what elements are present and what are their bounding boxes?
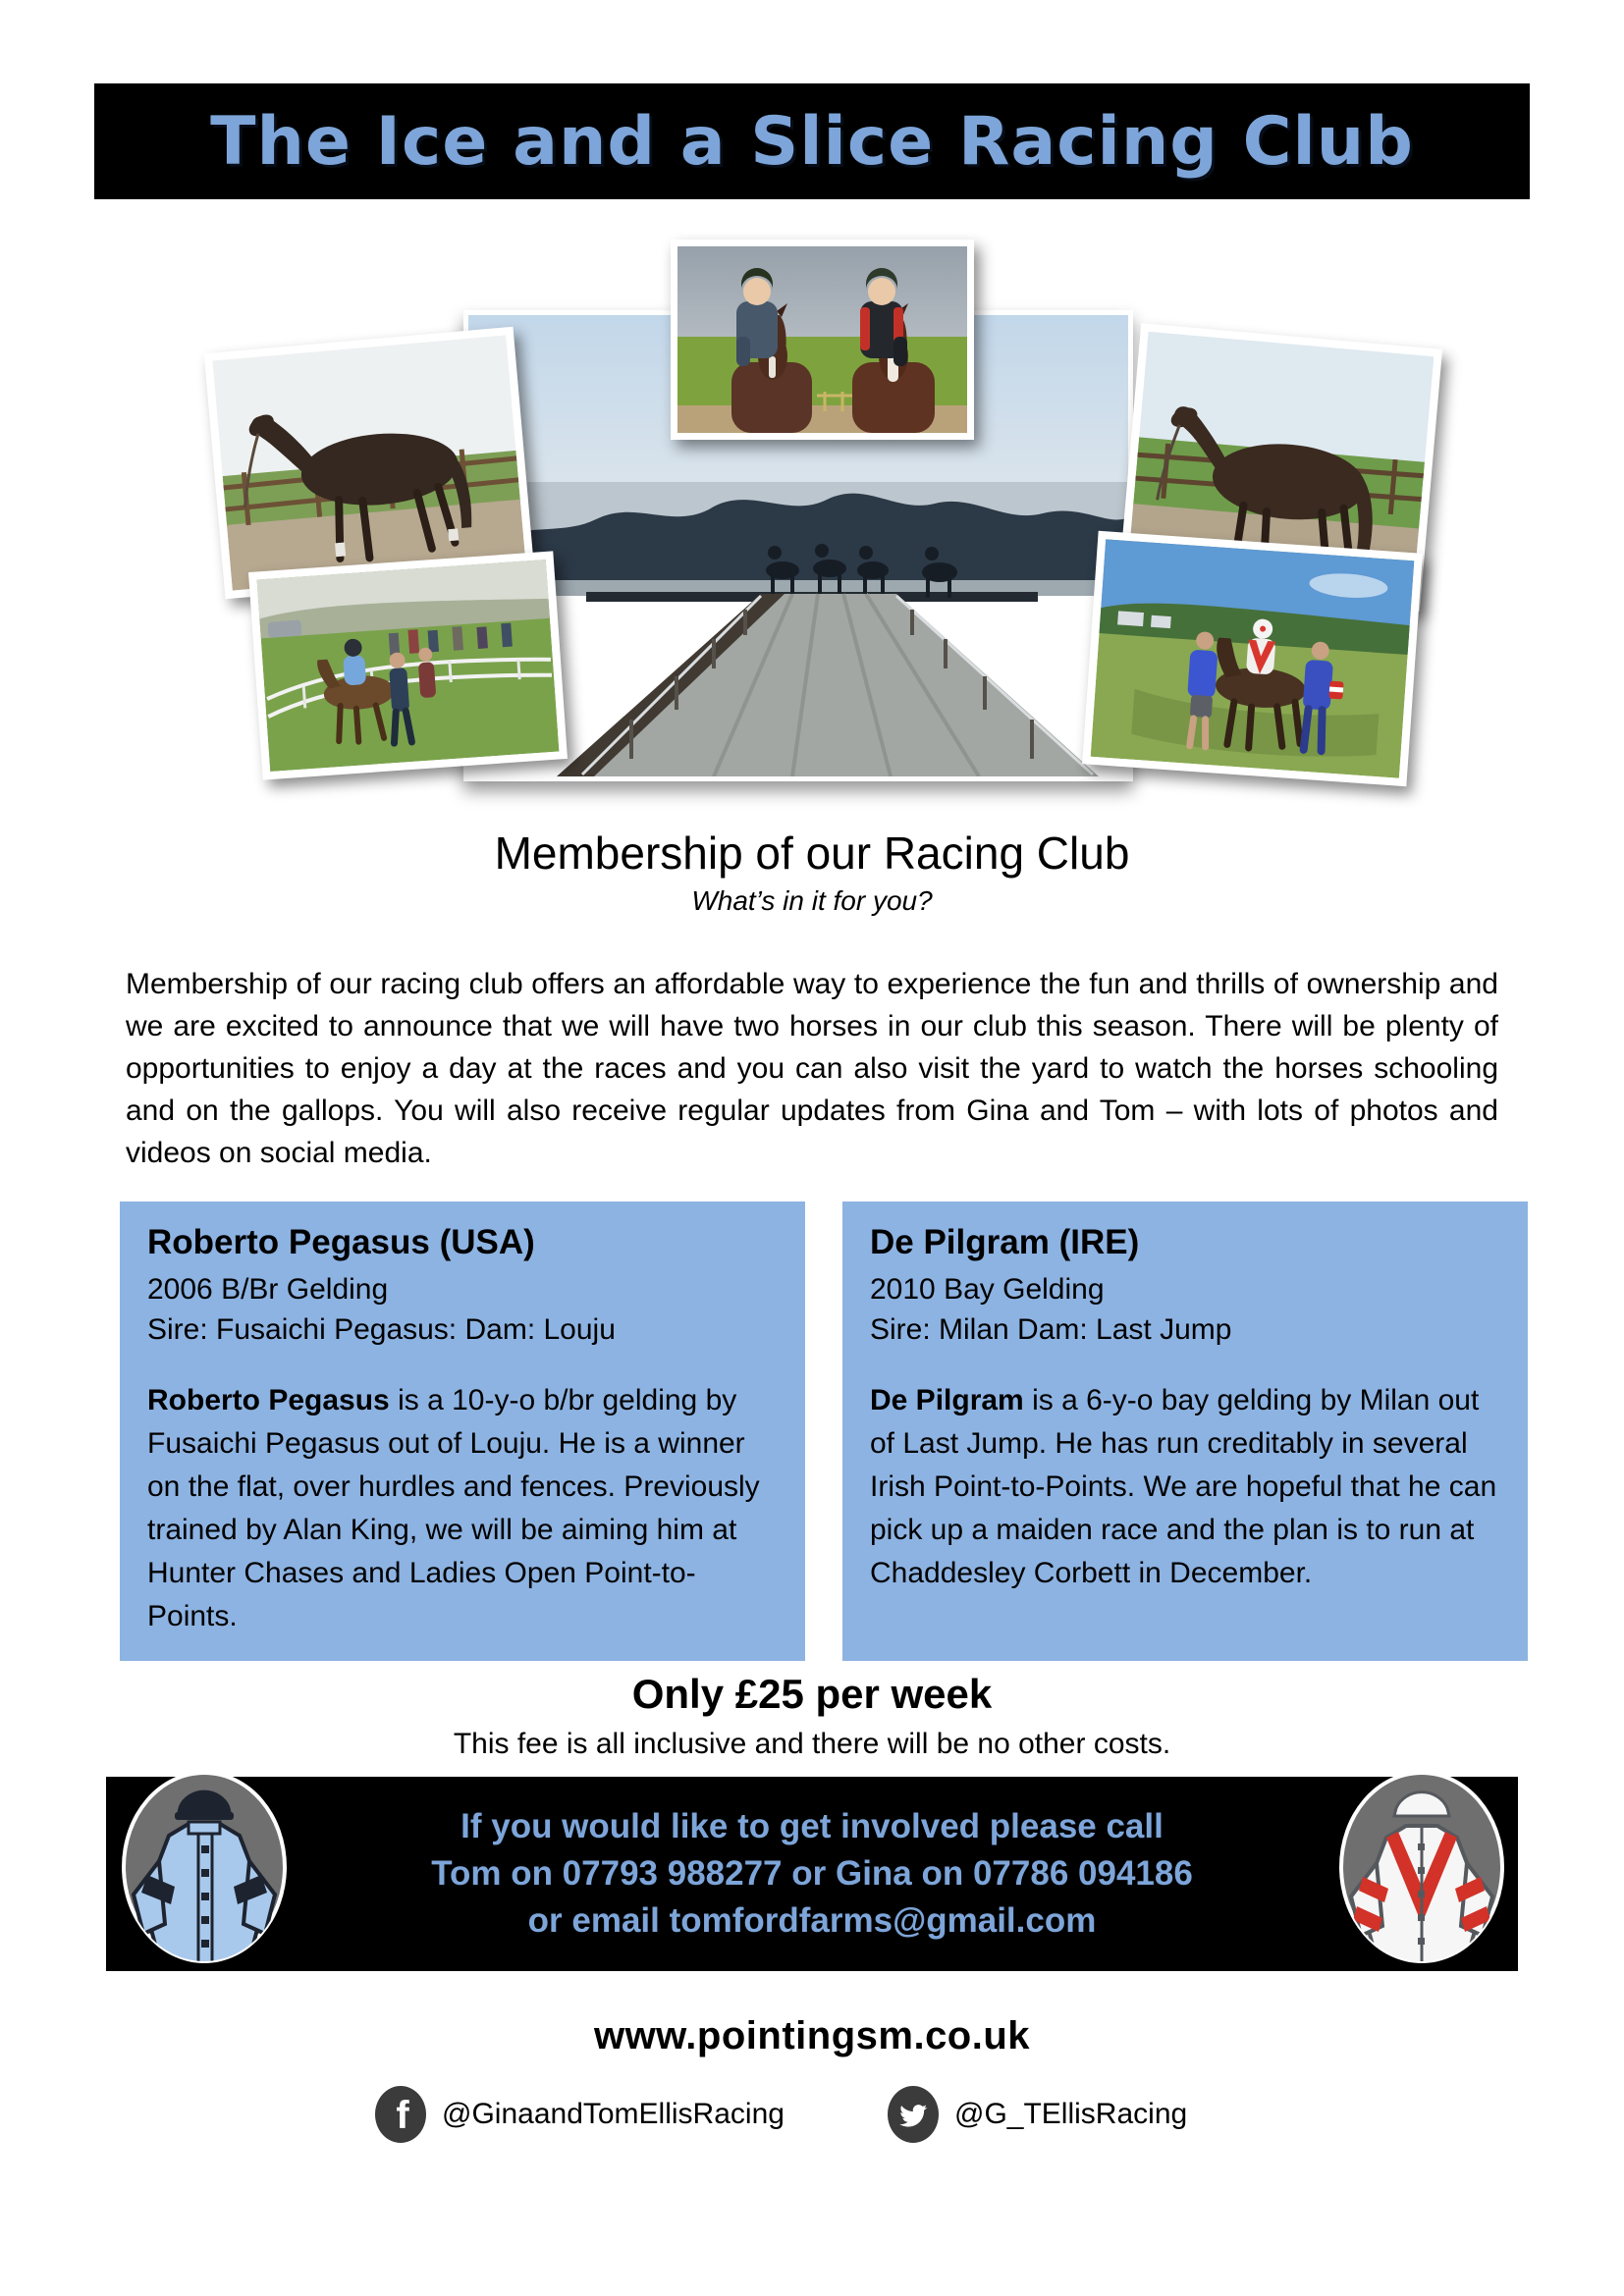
social-row (0, 2085, 1624, 2148)
horse-name: De Pilgram (IRE) (870, 1223, 1140, 1261)
red-white-silks-art (1335, 1767, 1508, 1967)
photo-two-riders (671, 240, 974, 440)
horse-year-line: 2010 Bay Gelding (870, 1273, 1105, 1306)
jockey-silks-red-white-badge (1335, 1767, 1508, 1972)
facebook-link[interactable] (373, 2085, 785, 2144)
horse-panel-roberto-pegasus (120, 1201, 805, 1661)
photo-winners-enclosure (1082, 531, 1423, 787)
horse-sire-line: Sire: Milan Dam: Last Jump (870, 1312, 1232, 1346)
left-horse-art (212, 335, 525, 590)
horse-description-bold: De Pilgram (870, 1384, 1024, 1416)
twitter-link[interactable] (886, 2085, 1187, 2144)
facebook-handle: @GinaandTomEllisRacing (442, 2098, 785, 2130)
contact-line-1: If you would like to get involved please call (460, 1806, 1164, 1845)
horse-description (147, 1379, 778, 1639)
membership-paragraph: Membership of our racing club offers an affordable way to experience the fun and thrills of ownership and we are excited to announce that we will have two horses in our club this season. There will be plenty of opportunities to enjoy a day at the races and you can also visit the yard to watch the horses schooling and on the gallops. You will also receive regular updates from Gina and Tom – with lots of photos and videos on social media. (126, 968, 1498, 1169)
page-title: The Ice and a Slice Racing Club (210, 102, 1414, 181)
membership-heading: Membership of our Racing Club (494, 828, 1130, 879)
price-note: This fee is all inclusive and there will be no other costs. (453, 1728, 1171, 1760)
svg-text:f: f (396, 2094, 409, 2137)
photo-racecourse (248, 551, 568, 779)
contact-line-3: or email tomfordfarms@gmail.com (527, 1901, 1097, 1941)
horse-description-bold: Roberto Pegasus (147, 1384, 390, 1416)
horse-name: Roberto Pegasus (USA) (147, 1223, 535, 1261)
jockey-silks-blue-badge (118, 1767, 291, 1972)
contact-line-2: Tom on 07793 988277 or Gina on 07786 094186 (431, 1853, 1193, 1893)
twitter-icon (886, 2085, 941, 2144)
contact-text (431, 1803, 1193, 1946)
website-link[interactable]: www.pointingsm.co.uk (593, 2014, 1031, 2057)
twitter-handle: @G_TEllisRacing (954, 2098, 1188, 2130)
two-riders-art (677, 246, 967, 433)
horse-description (870, 1379, 1500, 1595)
winners-enclosure-art (1091, 539, 1415, 777)
horse-description-text: is a 6-y-o bay gelding by Milan out of Last Jump. He has run creditably in several Irish Point-to-Points. We are hopeful that he can pick up a maiden race and the plan is to run at Chaddesley Corbett in December. (870, 1384, 1497, 1590)
horse-sire-line: Sire: Fusaichi Pegasus: Dam: Louju (147, 1312, 616, 1346)
horse-panel-de-pilgram (842, 1201, 1528, 1661)
facebook-icon (373, 2085, 428, 2144)
contact-bar (106, 1777, 1518, 1971)
blue-silks-art (118, 1767, 291, 1967)
membership-subheading: What’s in it for you? (691, 885, 933, 916)
horse-year-line: 2006 B/Br Gelding (147, 1273, 389, 1306)
racecourse-art (257, 560, 560, 772)
price-headline: Only £25 per week (631, 1671, 993, 1717)
horse-description-text: is a 10-y-o b/br gelding by Fusaichi Pegasus out of Louju. He is a winner on the flat, over hurdles and fences. Previously trained by Alan King, we will be aiming him at Hunter Chases and Ladies Open Point-to-Points. (147, 1384, 760, 1633)
header-bar (94, 83, 1530, 199)
